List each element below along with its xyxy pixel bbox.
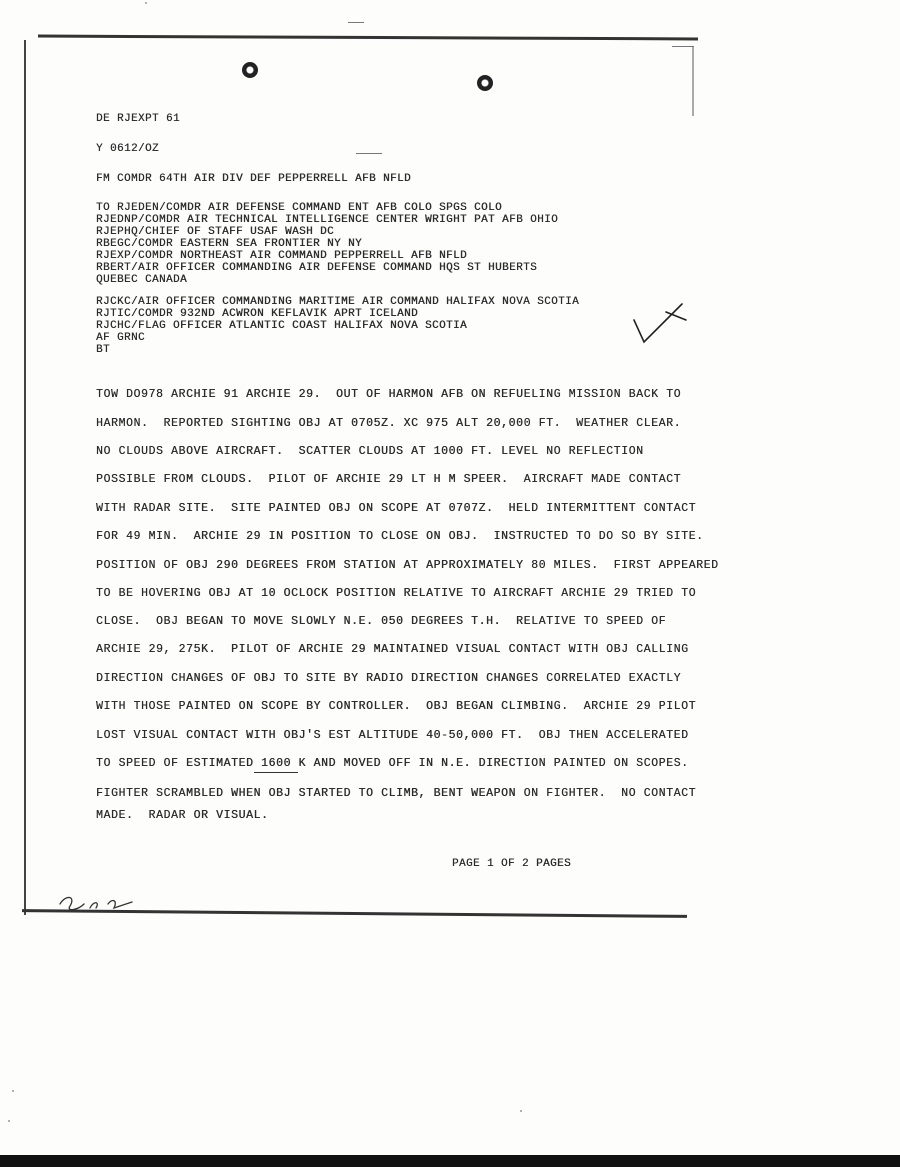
body-line: LOST VISUAL CONTACT WITH OBJ'S EST ALTITUDE 40-50,000 FT. OBJ THEN ACCELERATED (96, 729, 689, 742)
page-border-top (38, 35, 698, 41)
addressee-line: RBERT/AIR OFFICER COMMANDING AIR DEFENSE COMMAND HQS ST HUBERTS (96, 262, 538, 274)
scan-speckle (520, 1110, 522, 1112)
crop-mark-middle (356, 153, 382, 154)
addressee-line: RJCKC/AIR OFFICER COMMANDING MARITIME AIR COMMAND HALIFAX NOVA SCOTIA (96, 296, 580, 308)
scan-bottom-edge (0, 1155, 900, 1167)
crop-mark-top (348, 22, 364, 23)
handwritten-initials (56, 890, 146, 920)
message-from-line: FM COMDR 64TH AIR DIV DEF PEPPERRELL AFB NFLD (96, 173, 412, 185)
addressee-line: QUEBEC CANADA (96, 274, 188, 286)
punch-hole-stamp-left (242, 62, 258, 78)
crop-mark-right (672, 46, 694, 47)
body-line: FOR 49 MIN. ARCHIE 29 IN POSITION TO CLOSE ON OBJ. INSTRUCTED TO DO SO BY SITE. (96, 530, 704, 543)
body-line: ARCHIE 29, 275K. PILOT OF ARCHIE 29 MAINTAINED VISUAL CONTACT WITH OBJ CALLING (96, 643, 689, 656)
scan-speckle (145, 2, 147, 4)
addressee-line: RJEDNP/COMDR AIR TECHNICAL INTELLIGENCE CENTER WRIGHT PAT AFB OHIO (96, 214, 559, 226)
scan-speckle (8, 1120, 10, 1122)
message-date-time-group: Y 0612/OZ (96, 143, 160, 155)
right-edge-mark (692, 46, 694, 116)
body-line: DIRECTION CHANGES OF OBJ TO SITE BY RADIO DIRECTION CHANGES CORRELATED EXACTLY (96, 672, 682, 685)
body-line: POSSIBLE FROM CLOUDS. PILOT OF ARCHIE 29 LT H M SPEER. AIRCRAFT MADE CONTACT (96, 473, 682, 486)
body-line: TO BE HOVERING OBJ AT 10 OCLOCK POSITION RELATIVE TO AIRCRAFT ARCHIE 29 TRIED TO (96, 587, 697, 600)
body-line: TOW DO978 ARCHIE 91 ARCHIE 29. OUT OF HARMON AFB ON REFUELING MISSION BACK TO (96, 388, 682, 401)
punch-hole-stamp-right (477, 75, 493, 91)
addressee-line: RBEGC/COMDR EASTERN SEA FRONTIER NY NY (96, 238, 363, 250)
body-line: NO CLOUDS ABOVE AIRCRAFT. SCATTER CLOUDS AT 1000 FT. LEVEL NO REFLECTION (96, 445, 644, 458)
addressee-line: RJEPHQ/CHIEF OF STAFF USAF WASH DC (96, 226, 335, 238)
body-line: POSITION OF OBJ 290 DEGREES FROM STATION AT APPROXIMATELY 80 MILES. FIRST APPEARED (96, 559, 719, 572)
body-line: WITH THOSE PAINTED ON SCOPE BY CONTROLLER. OBJ BEGAN CLIMBING. ARCHIE 29 PILOT (96, 700, 697, 713)
message-header-routing: DE RJEXPT 61 (96, 113, 181, 125)
addressee-line: TO RJEDEN/COMDR AIR DEFENSE COMMAND ENT AFB COLO SPGS COLO (96, 202, 503, 214)
body-line: CLOSE. OBJ BEGAN TO MOVE SLOWLY N.E. 050 DEGREES T.H. RELATIVE TO SPEED OF (96, 615, 667, 628)
body-line: TO SPEED OF ESTIMATED 1600 K AND MOVED OFF IN N.E. DIRECTION PAINTED ON SCOPES. (96, 757, 689, 770)
addressee-line: RJCHC/FLAG OFFICER ATLANTIC COAST HALIFAX NOVA SCOTIA (96, 320, 468, 332)
addressee-line: AF GRNC (96, 332, 146, 344)
page-border-left (24, 40, 26, 915)
page-number-label: PAGE 1 OF 2 PAGES (452, 858, 572, 870)
addressee-line: BT (96, 344, 111, 356)
handwritten-check-mark (632, 300, 692, 350)
addressee-line: RJEXP/COMDR NORTHEAST AIR COMMAND PEPPERRELL AFB NFLD (96, 250, 468, 262)
addressee-line: RJTIC/COMDR 932ND ACWRON KEFLAVIK APRT ICELAND (96, 308, 419, 320)
body-line: MADE. RADAR OR VISUAL. (96, 809, 269, 822)
body-line: HARMON. REPORTED SIGHTING OBJ AT 0705Z. XC 975 ALT 20,000 FT. WEATHER CLEAR. (96, 417, 682, 430)
body-line: WITH RADAR SITE. SITE PAINTED OBJ ON SCOPE AT 0707Z. HELD INTERMITTENT CONTACT (96, 502, 697, 515)
handwritten-underline (254, 772, 298, 773)
scan-speckle (12, 1090, 14, 1092)
body-line: FIGHTER SCRAMBLED WHEN OBJ STARTED TO CLIMB, BENT WEAPON ON FIGHTER. NO CONTACT (96, 787, 697, 800)
